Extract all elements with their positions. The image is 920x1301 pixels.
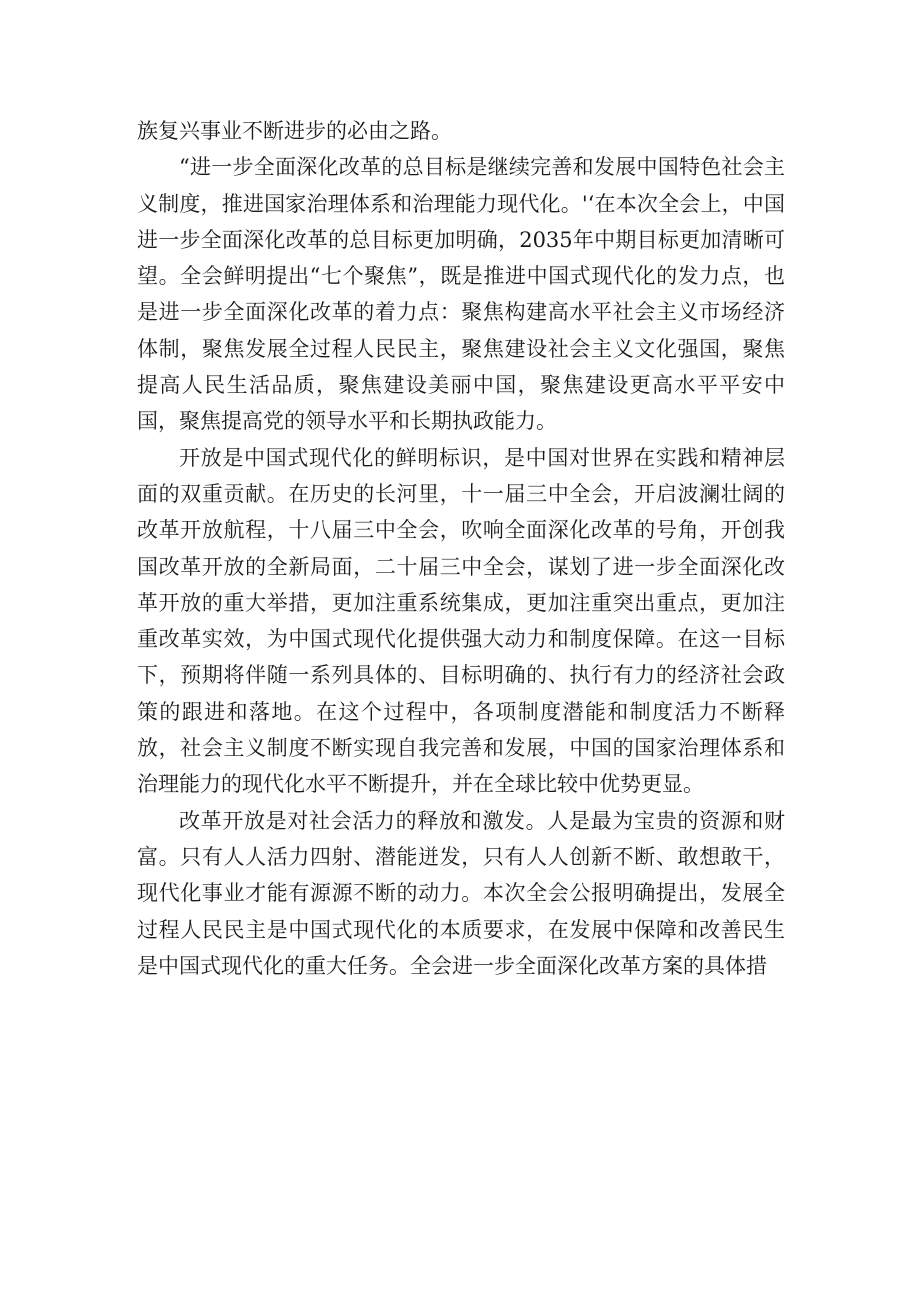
body-text [137, 113, 785, 984]
paragraph-1: 族复兴事业不断进步的必由之路。 [137, 119, 452, 143]
paragraph-2: “进一步全面深化改革的总目标是继续完善和发展中国特色社会主义制度，推进国家治理体系和治理能力现代化。'‘在本次全会上，中国进一步全面深化改革的总目标更加明确，2035年中期目标更加清晰可望。全会鲜明提出“七个聚焦”，既是推进中国式现代化的发力点，也是进一步全面深化改革的着力点：聚焦构建高水平社会主义市场经济体制，聚焦发展全过程人民民主，聚焦建设社会主义文化强国，聚焦提高人民生活品质，聚焦建设美丽中国，聚焦建设更高水平平安中国，聚焦提高党的领导水平和长期执政能力。 [137, 155, 785, 434]
paragraph-3: 开放是中国式现代化的鲜明标识，是中国对世界在实践和精神层面的双重贡献。在历史的长河里，十一届三中全会，开启波澜壮阔的改革开放航程，十八届三中全会，吹响全面深化改革的号角，开创我国改革开放的全新局面，二十届三中全会，谋划了进一步全面深化改革开放的重大举措，更加注重系统集成，更加注重突出重点，更加注重改革实效，为中国式现代化提供强大动力和制度保障。在这一目标下，预期将伴随一系列具体的、目标明确的、执行有力的经济社会政策的跟进和落地。在这个过程中，各项制度潜能和制度活力不断释放，社会主义制度不断实现自我完善和发展，中国的国家治理体系和治理能力的现代化水平不断提升，并在全球比较中优势更显。 [137, 445, 785, 797]
paragraph-4: 改革开放是对社会活力的释放和激发。人是最为宝贵的资源和财富。只有人人活力四射、潜能迸发，只有人人创新不断、敢想敢干，现代化事业才能有源源不断的动力。本次全会公报明确提出，发展全过程人民民主是中国式现代化的本质要求，在发展中保障和改善民生是中国式现代化的重大任务。全会进一步全面深化改革方案的具体措 [137, 808, 785, 978]
